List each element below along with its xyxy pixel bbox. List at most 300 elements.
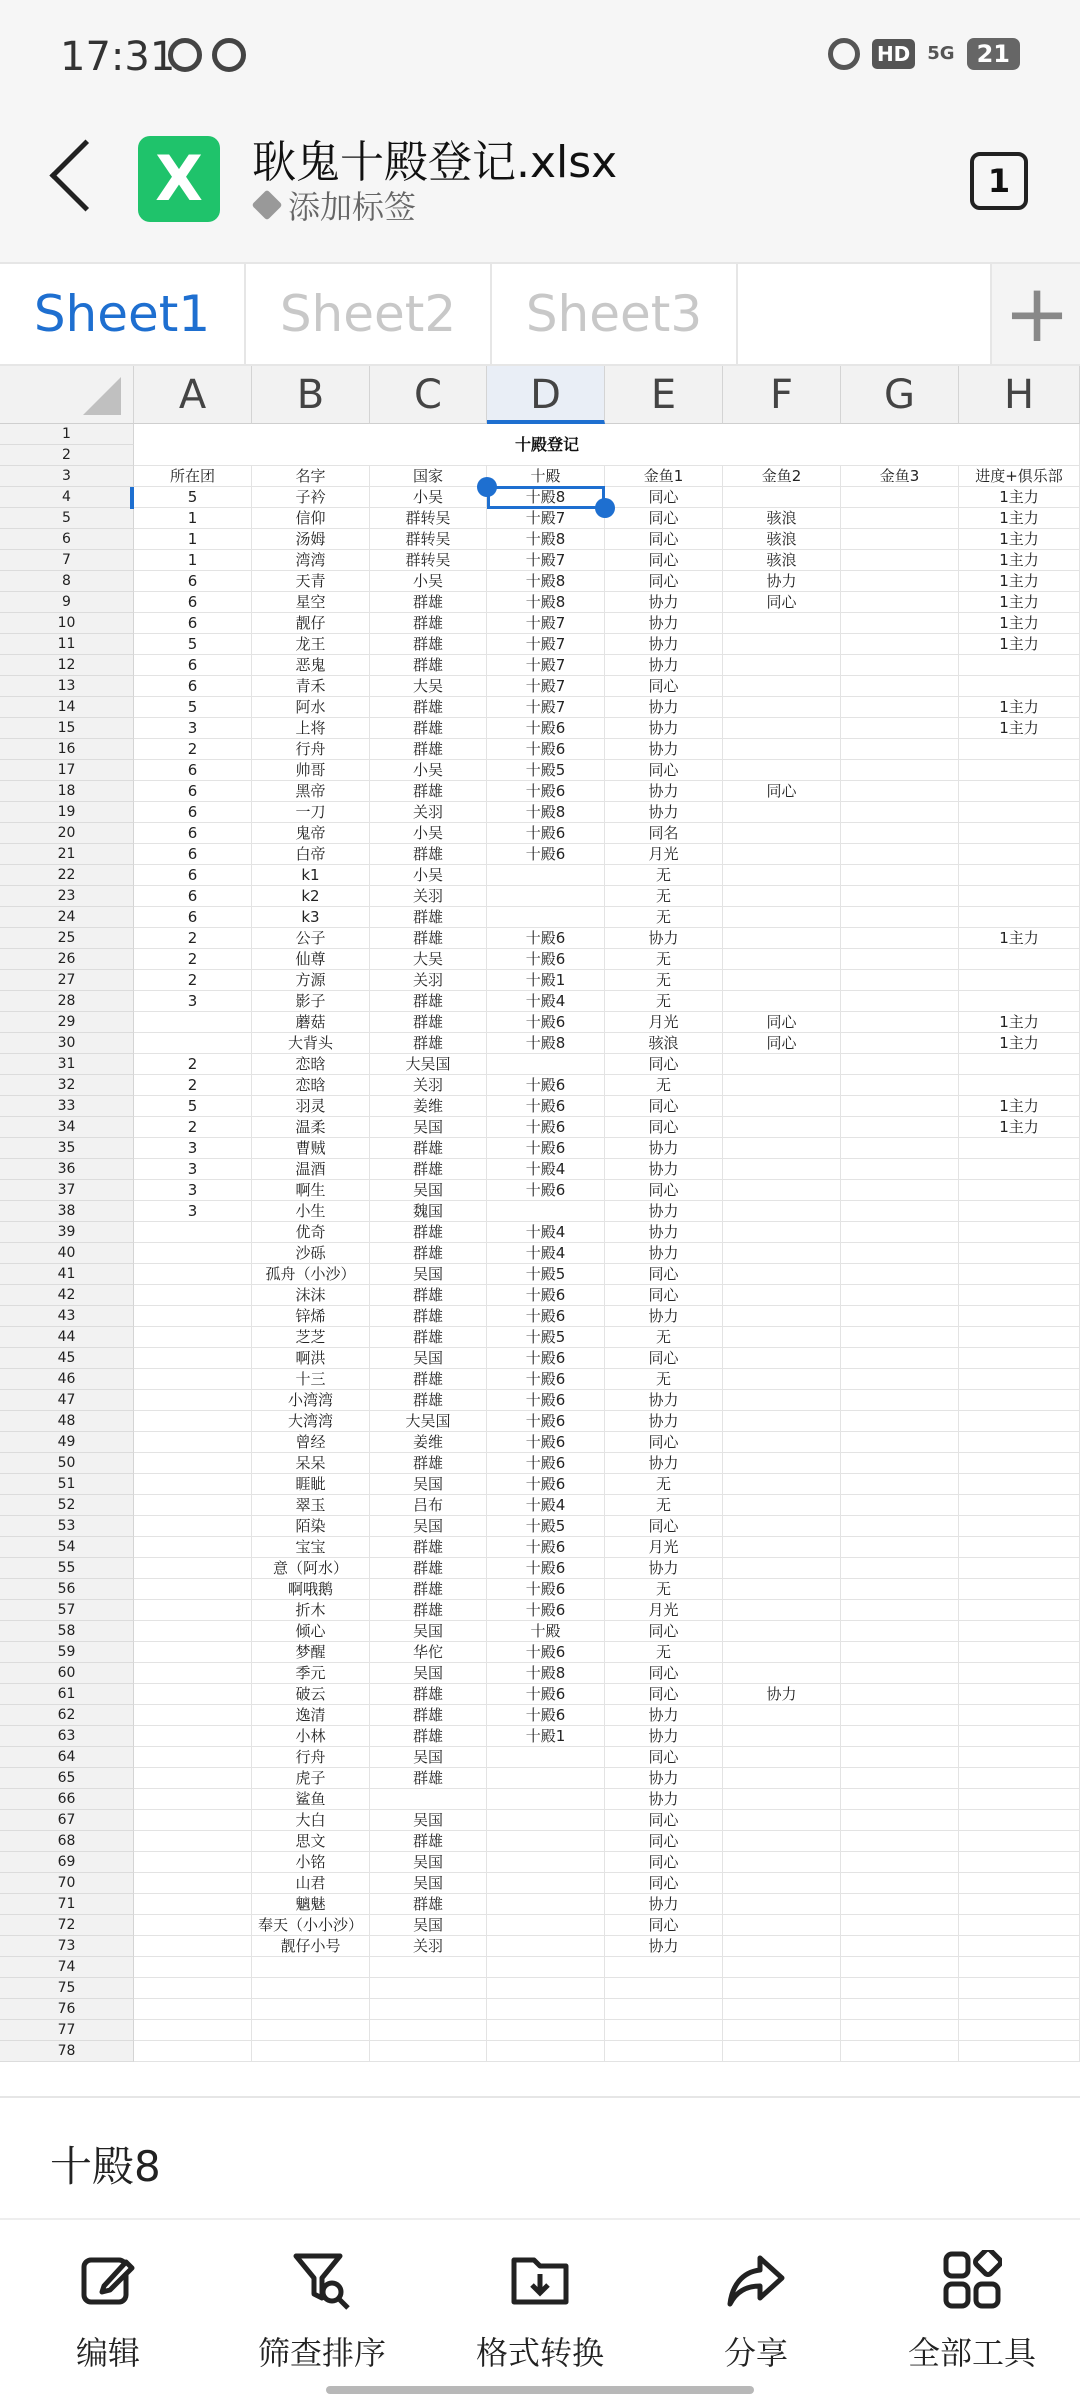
table-cell[interactable]: 翠玉 <box>252 1495 370 1515</box>
table-cell[interactable]: 群雄 <box>370 1558 487 1578</box>
table-cell[interactable]: 虎子 <box>252 1768 370 1788</box>
table-cell[interactable]: 沙砾 <box>252 1243 370 1263</box>
table-cell[interactable]: 无 <box>605 1327 723 1347</box>
table-cell[interactable] <box>841 907 959 927</box>
row-number[interactable]: 38 <box>0 1201 134 1222</box>
table-cell[interactable]: 月光 <box>605 1012 723 1032</box>
table-cell[interactable]: 思文 <box>252 1831 370 1851</box>
table-cell[interactable]: 群雄 <box>370 907 487 927</box>
table-cell[interactable]: 群雄 <box>370 991 487 1011</box>
table-cell[interactable] <box>723 991 841 1011</box>
table-cell[interactable]: 1主力 <box>959 1033 1080 1053</box>
table-cell[interactable] <box>134 1390 252 1410</box>
table-cell[interactable]: 1主力 <box>959 1012 1080 1032</box>
table-cell[interactable] <box>134 1453 252 1473</box>
table-cell[interactable]: 羽灵 <box>252 1096 370 1116</box>
table-cell[interactable] <box>841 1642 959 1662</box>
table-cell[interactable]: 群雄 <box>370 1138 487 1158</box>
table-cell[interactable] <box>841 1411 959 1431</box>
table-cell[interactable] <box>841 781 959 801</box>
table-cell[interactable]: 群雄 <box>370 1159 487 1179</box>
table-cell[interactable]: 协力 <box>605 718 723 738</box>
row-number[interactable]: 42 <box>0 1285 134 1306</box>
table-cell[interactable]: 同心 <box>605 1663 723 1683</box>
table-cell[interactable] <box>134 2041 252 2061</box>
table-cell[interactable] <box>841 1873 959 1893</box>
table-cell[interactable]: 协力 <box>605 1138 723 1158</box>
table-cell[interactable] <box>134 1600 252 1620</box>
table-cell[interactable] <box>723 1747 841 1767</box>
table-cell[interactable]: 群雄 <box>370 1285 487 1305</box>
table-cell[interactable]: 十殿6 <box>487 718 605 738</box>
column-header-e[interactable]: E <box>605 366 723 424</box>
table-cell[interactable]: 十殿8 <box>487 571 605 591</box>
table-cell[interactable]: 关羽 <box>370 970 487 990</box>
row-number[interactable]: 46 <box>0 1369 134 1390</box>
table-cell[interactable]: 大吴国 <box>370 1054 487 1074</box>
table-cell[interactable] <box>959 1831 1080 1851</box>
table-cell[interactable] <box>841 970 959 990</box>
table-cell[interactable]: 同心 <box>605 1096 723 1116</box>
table-cell[interactable]: 群雄 <box>370 655 487 675</box>
table-cell[interactable] <box>134 1642 252 1662</box>
table-cell[interactable]: 协力 <box>605 1894 723 1914</box>
row-number[interactable]: 14 <box>0 697 134 718</box>
table-cell[interactable]: 十殿6 <box>487 1411 605 1431</box>
table-cell[interactable]: 梦醒 <box>252 1642 370 1662</box>
table-cell[interactable]: 无 <box>605 1642 723 1662</box>
table-cell[interactable]: 同名 <box>605 823 723 843</box>
table-cell[interactable]: 同心 <box>605 1810 723 1830</box>
table-cell[interactable] <box>134 1306 252 1326</box>
table-cell[interactable]: 同心 <box>605 1180 723 1200</box>
table-cell[interactable]: 十殿7 <box>487 613 605 633</box>
table-cell[interactable]: 2 <box>134 1117 252 1137</box>
table-cell[interactable]: 3 <box>134 1180 252 1200</box>
table-cell[interactable]: 十殿7 <box>487 676 605 696</box>
table-cell[interactable]: 小生 <box>252 1201 370 1221</box>
table-cell[interactable]: 信仰 <box>252 508 370 528</box>
table-cell[interactable] <box>841 1705 959 1725</box>
table-cell[interactable] <box>841 1117 959 1137</box>
table-cell[interactable] <box>723 655 841 675</box>
row-number[interactable]: 66 <box>0 1789 134 1810</box>
table-cell[interactable]: 5 <box>134 487 252 507</box>
table-cell[interactable]: 同心 <box>605 1831 723 1851</box>
table-cell[interactable]: 十殿6 <box>487 1348 605 1368</box>
row-number[interactable]: 2 <box>0 445 134 466</box>
row-number[interactable]: 62 <box>0 1705 134 1726</box>
table-cell[interactable] <box>959 802 1080 822</box>
table-cell[interactable] <box>841 1390 959 1410</box>
table-cell[interactable]: 2 <box>134 949 252 969</box>
table-cell[interactable] <box>370 2041 487 2061</box>
table-cell[interactable] <box>841 634 959 654</box>
table-cell[interactable]: 十殿8 <box>487 592 605 612</box>
row-number[interactable]: 54 <box>0 1537 134 1558</box>
row-number[interactable]: 57 <box>0 1600 134 1621</box>
table-cell[interactable]: 1主力 <box>959 697 1080 717</box>
table-cell[interactable]: 6 <box>134 781 252 801</box>
row-number[interactable]: 9 <box>0 592 134 613</box>
table-cell[interactable]: 意（阿水） <box>252 1558 370 1578</box>
table-cell[interactable]: 群雄 <box>370 1033 487 1053</box>
table-cell[interactable] <box>841 739 959 759</box>
table-cell[interactable]: 同心 <box>605 1054 723 1074</box>
table-cell[interactable] <box>841 1978 959 1998</box>
table-cell[interactable]: 1 <box>134 508 252 528</box>
table-cell[interactable]: 十殿7 <box>487 550 605 570</box>
table-cell[interactable] <box>605 1957 723 1977</box>
table-cell[interactable] <box>841 1012 959 1032</box>
table-cell[interactable] <box>723 1621 841 1641</box>
table-cell[interactable] <box>959 1180 1080 1200</box>
table-cell[interactable]: 同心 <box>723 781 841 801</box>
row-number[interactable]: 5 <box>0 508 134 529</box>
table-cell[interactable] <box>723 823 841 843</box>
table-cell[interactable]: 5 <box>134 1096 252 1116</box>
table-cell[interactable]: 十殿1 <box>487 970 605 990</box>
table-cell[interactable]: 小吴 <box>370 487 487 507</box>
table-cell[interactable]: k2 <box>252 886 370 906</box>
row-number[interactable]: 25 <box>0 928 134 949</box>
table-cell[interactable] <box>959 655 1080 675</box>
table-cell[interactable] <box>605 1978 723 1998</box>
tab-sheet1[interactable]: Sheet1 <box>0 264 246 364</box>
table-cell[interactable] <box>134 1495 252 1515</box>
row-number[interactable]: 77 <box>0 2020 134 2041</box>
table-cell[interactable] <box>841 928 959 948</box>
table-cell[interactable] <box>723 1390 841 1410</box>
table-cell[interactable]: 小铭 <box>252 1852 370 1872</box>
tab-sheet2[interactable]: Sheet2 <box>246 264 492 364</box>
table-cell[interactable] <box>959 1768 1080 1788</box>
table-cell[interactable]: 十殿6 <box>487 844 605 864</box>
table-cell[interactable] <box>723 1558 841 1578</box>
table-cell[interactable]: 吴国 <box>370 1621 487 1641</box>
table-cell[interactable] <box>723 1936 841 1956</box>
table-cell[interactable] <box>841 508 959 528</box>
table-cell[interactable]: 十殿6 <box>487 1579 605 1599</box>
table-cell[interactable] <box>487 1768 605 1788</box>
table-cell[interactable]: 月光 <box>605 844 723 864</box>
table-cell[interactable] <box>723 718 841 738</box>
table-cell[interactable]: 3 <box>134 1201 252 1221</box>
table-cell[interactable]: 骇浪 <box>723 508 841 528</box>
table-cell[interactable] <box>959 739 1080 759</box>
table-cell[interactable] <box>370 1999 487 2019</box>
table-cell[interactable]: 十殿6 <box>487 1285 605 1305</box>
row-number[interactable]: 31 <box>0 1054 134 1075</box>
table-cell[interactable] <box>487 2020 605 2040</box>
table-cell[interactable] <box>841 1243 959 1263</box>
table-cell[interactable] <box>723 1537 841 1557</box>
table-cell[interactable]: 6 <box>134 865 252 885</box>
table-cell[interactable]: 协力 <box>605 634 723 654</box>
table-cell[interactable] <box>723 613 841 633</box>
table-cell[interactable] <box>370 1957 487 1977</box>
table-cell[interactable]: 十殿7 <box>487 634 605 654</box>
table-cell[interactable]: 5 <box>134 697 252 717</box>
row-number[interactable]: 75 <box>0 1978 134 1999</box>
table-cell[interactable]: 小吴 <box>370 760 487 780</box>
table-cell[interactable] <box>134 1432 252 1452</box>
table-cell[interactable]: 无 <box>605 949 723 969</box>
row-number[interactable]: 26 <box>0 949 134 970</box>
table-cell[interactable]: 十殿6 <box>487 1558 605 1578</box>
table-cell[interactable]: 宝宝 <box>252 1537 370 1557</box>
table-cell[interactable] <box>959 1243 1080 1263</box>
table-cell[interactable] <box>959 1789 1080 1809</box>
table-cell[interactable]: 同心 <box>605 760 723 780</box>
table-cell[interactable]: 吕布 <box>370 1495 487 1515</box>
table-cell[interactable]: 同心 <box>605 1117 723 1137</box>
table-cell[interactable] <box>487 1873 605 1893</box>
table-cell[interactable]: 群雄 <box>370 1537 487 1557</box>
table-cell[interactable] <box>841 1936 959 1956</box>
table-cell[interactable] <box>723 1285 841 1305</box>
row-number[interactable]: 28 <box>0 991 134 1012</box>
sheet-title-cell[interactable]: 十殿登记 <box>514 435 579 454</box>
row-number[interactable]: 22 <box>0 865 134 886</box>
table-cell[interactable]: 吴国 <box>370 1180 487 1200</box>
row-number[interactable]: 45 <box>0 1348 134 1369</box>
table-cell[interactable]: 同心 <box>605 1747 723 1767</box>
table-cell[interactable] <box>841 865 959 885</box>
table-cell[interactable] <box>959 1663 1080 1683</box>
table-cell[interactable]: 姜维 <box>370 1096 487 1116</box>
table-cell[interactable]: 群雄 <box>370 592 487 612</box>
table-cell[interactable]: 方源 <box>252 970 370 990</box>
table-cell[interactable] <box>487 865 605 885</box>
row-number[interactable]: 59 <box>0 1642 134 1663</box>
table-cell[interactable]: 吴国 <box>370 1117 487 1137</box>
table-cell[interactable]: 十殿5 <box>487 1264 605 1284</box>
table-cell[interactable] <box>723 1495 841 1515</box>
table-cell[interactable] <box>959 1873 1080 1893</box>
table-cell[interactable] <box>959 1705 1080 1725</box>
table-cell[interactable]: 6 <box>134 676 252 696</box>
table-cell[interactable]: 十殿6 <box>487 1117 605 1137</box>
table-cell[interactable]: 群雄 <box>370 718 487 738</box>
table-cell[interactable]: 十殿4 <box>487 1495 605 1515</box>
table-cell[interactable]: 协力 <box>605 613 723 633</box>
table-cell[interactable]: 同心 <box>605 1621 723 1641</box>
table-cell[interactable]: 月光 <box>605 1600 723 1620</box>
table-cell[interactable]: 十殿6 <box>487 1600 605 1620</box>
table-cell[interactable]: 同心 <box>605 1915 723 1935</box>
table-cell[interactable] <box>134 1768 252 1788</box>
table-cell[interactable]: 同心 <box>723 1012 841 1032</box>
table-cell[interactable]: 子衿 <box>252 487 370 507</box>
table-cell[interactable] <box>723 1201 841 1221</box>
table-cell[interactable] <box>959 886 1080 906</box>
table-cell[interactable] <box>134 1264 252 1284</box>
table-cell[interactable] <box>134 1222 252 1242</box>
table-cell[interactable]: 十殿5 <box>487 1516 605 1536</box>
table-cell[interactable]: 季元 <box>252 1663 370 1683</box>
table-cell[interactable]: 群雄 <box>370 1369 487 1389</box>
selection-handle-start[interactable] <box>477 477 497 497</box>
table-cell[interactable] <box>841 760 959 780</box>
table-cell[interactable] <box>723 1579 841 1599</box>
row-number[interactable]: 19 <box>0 802 134 823</box>
table-cell[interactable]: 关羽 <box>370 886 487 906</box>
table-cell[interactable]: 吴国 <box>370 1516 487 1536</box>
table-cell[interactable] <box>487 1054 605 1074</box>
header-cell[interactable]: 名字 <box>252 466 370 486</box>
formula-bar[interactable] <box>0 2096 1080 2218</box>
table-cell[interactable]: 公子 <box>252 928 370 948</box>
table-cell[interactable]: 1 <box>134 529 252 549</box>
table-cell[interactable]: 群雄 <box>370 1579 487 1599</box>
table-cell[interactable] <box>841 1579 959 1599</box>
row-number[interactable]: 65 <box>0 1768 134 1789</box>
table-cell[interactable]: 大吴国 <box>370 1411 487 1431</box>
table-cell[interactable] <box>723 1075 841 1095</box>
table-cell[interactable]: 无 <box>605 865 723 885</box>
table-cell[interactable] <box>723 697 841 717</box>
table-cell[interactable]: 吴国 <box>370 1915 487 1935</box>
table-cell[interactable] <box>841 1726 959 1746</box>
table-cell[interactable] <box>723 949 841 969</box>
table-cell[interactable]: 芝芝 <box>252 1327 370 1347</box>
table-cell[interactable] <box>959 1558 1080 1578</box>
table-cell[interactable]: 靓仔 <box>252 613 370 633</box>
table-cell[interactable] <box>134 1348 252 1368</box>
table-cell[interactable]: 6 <box>134 802 252 822</box>
table-cell[interactable] <box>841 802 959 822</box>
table-cell[interactable]: 1主力 <box>959 928 1080 948</box>
table-cell[interactable]: 无 <box>605 907 723 927</box>
table-cell[interactable] <box>841 676 959 696</box>
table-cell[interactable] <box>959 1726 1080 1746</box>
row-number[interactable]: 27 <box>0 970 134 991</box>
table-cell[interactable] <box>134 1999 252 2019</box>
table-cell[interactable] <box>841 949 959 969</box>
table-cell[interactable] <box>959 1264 1080 1284</box>
table-cell[interactable] <box>959 1348 1080 1368</box>
table-cell[interactable] <box>723 1957 841 1977</box>
home-indicator[interactable] <box>326 2386 754 2394</box>
table-cell[interactable]: 无 <box>605 1579 723 1599</box>
table-cell[interactable] <box>723 739 841 759</box>
table-cell[interactable]: 群雄 <box>370 697 487 717</box>
table-cell[interactable]: 协力 <box>605 928 723 948</box>
table-cell[interactable]: 阿水 <box>252 697 370 717</box>
table-cell[interactable] <box>134 1810 252 1830</box>
table-cell[interactable] <box>959 1621 1080 1641</box>
table-cell[interactable]: 大白 <box>252 1810 370 1830</box>
table-cell[interactable]: 协力 <box>605 697 723 717</box>
table-cell[interactable]: 仙尊 <box>252 949 370 969</box>
table-cell[interactable]: 龙王 <box>252 634 370 654</box>
column-header-g[interactable]: G <box>841 366 959 424</box>
table-cell[interactable] <box>134 1915 252 1935</box>
table-cell[interactable]: 骇浪 <box>605 1033 723 1053</box>
table-cell[interactable]: 锌烯 <box>252 1306 370 1326</box>
table-cell[interactable] <box>723 1873 841 1893</box>
table-cell[interactable] <box>723 1243 841 1263</box>
table-cell[interactable]: 十殿6 <box>487 1012 605 1032</box>
table-cell[interactable] <box>841 1138 959 1158</box>
table-cell[interactable]: 十殿6 <box>487 1474 605 1494</box>
row-number[interactable]: 47 <box>0 1390 134 1411</box>
table-cell[interactable] <box>723 802 841 822</box>
table-cell[interactable]: 鬼帝 <box>252 823 370 843</box>
table-cell[interactable]: 6 <box>134 907 252 927</box>
edit-button[interactable] <box>8 2250 208 2374</box>
table-cell[interactable] <box>841 886 959 906</box>
table-cell[interactable]: 啊生 <box>252 1180 370 1200</box>
table-cell[interactable] <box>487 1810 605 1830</box>
row-number[interactable]: 12 <box>0 655 134 676</box>
table-cell[interactable]: 湾湾 <box>252 550 370 570</box>
table-cell[interactable]: 协力 <box>605 592 723 612</box>
table-cell[interactable] <box>841 1306 959 1326</box>
row-number[interactable]: 52 <box>0 1495 134 1516</box>
table-cell[interactable]: 啊哦鹅 <box>252 1579 370 1599</box>
table-cell[interactable] <box>134 1033 252 1053</box>
table-cell[interactable]: 协力 <box>605 1789 723 1809</box>
table-cell[interactable] <box>959 1306 1080 1326</box>
table-cell[interactable]: 协力 <box>723 1684 841 1704</box>
header-cell[interactable]: 所在团 <box>134 466 252 486</box>
table-cell[interactable]: 大吴 <box>370 949 487 969</box>
row-number[interactable]: 64 <box>0 1747 134 1768</box>
table-cell[interactable] <box>959 1978 1080 1998</box>
table-cell[interactable]: 十殿8 <box>487 487 605 507</box>
table-cell[interactable]: 1主力 <box>959 529 1080 549</box>
table-cell[interactable] <box>723 1264 841 1284</box>
table-cell[interactable]: 协力 <box>605 1453 723 1473</box>
table-cell[interactable]: 群雄 <box>370 1894 487 1914</box>
row-number[interactable]: 67 <box>0 1810 134 1831</box>
table-cell[interactable]: 协力 <box>605 739 723 759</box>
table-cell[interactable] <box>959 823 1080 843</box>
table-cell[interactable]: 群雄 <box>370 1306 487 1326</box>
table-cell[interactable] <box>841 1096 959 1116</box>
table-cell[interactable]: 群雄 <box>370 1600 487 1620</box>
table-cell[interactable]: 吴国 <box>370 1348 487 1368</box>
table-cell[interactable]: 群雄 <box>370 1243 487 1263</box>
row-number[interactable]: 53 <box>0 1516 134 1537</box>
table-cell[interactable] <box>723 1789 841 1809</box>
table-cell[interactable]: 骇浪 <box>723 550 841 570</box>
table-cell[interactable]: 协力 <box>605 655 723 675</box>
table-cell[interactable]: 奉天（小小沙） <box>252 1915 370 1935</box>
table-cell[interactable] <box>723 865 841 885</box>
table-cell[interactable] <box>959 2041 1080 2061</box>
table-cell[interactable] <box>134 1873 252 1893</box>
table-cell[interactable]: 上将 <box>252 718 370 738</box>
table-cell[interactable]: 群雄 <box>370 781 487 801</box>
table-cell[interactable]: 群雄 <box>370 1453 487 1473</box>
table-cell[interactable] <box>605 2020 723 2040</box>
table-cell[interactable] <box>134 1621 252 1641</box>
table-cell[interactable]: 协力 <box>605 1390 723 1410</box>
table-cell[interactable] <box>841 592 959 612</box>
row-number[interactable]: 37 <box>0 1180 134 1201</box>
table-cell[interactable]: 1主力 <box>959 1117 1080 1137</box>
row-number[interactable]: 30 <box>0 1033 134 1054</box>
table-cell[interactable]: 1主力 <box>959 508 1080 528</box>
table-cell[interactable] <box>723 634 841 654</box>
table-cell[interactable] <box>134 1663 252 1683</box>
table-cell[interactable]: 无 <box>605 886 723 906</box>
table-cell[interactable] <box>487 907 605 927</box>
table-cell[interactable]: 无 <box>605 1075 723 1095</box>
